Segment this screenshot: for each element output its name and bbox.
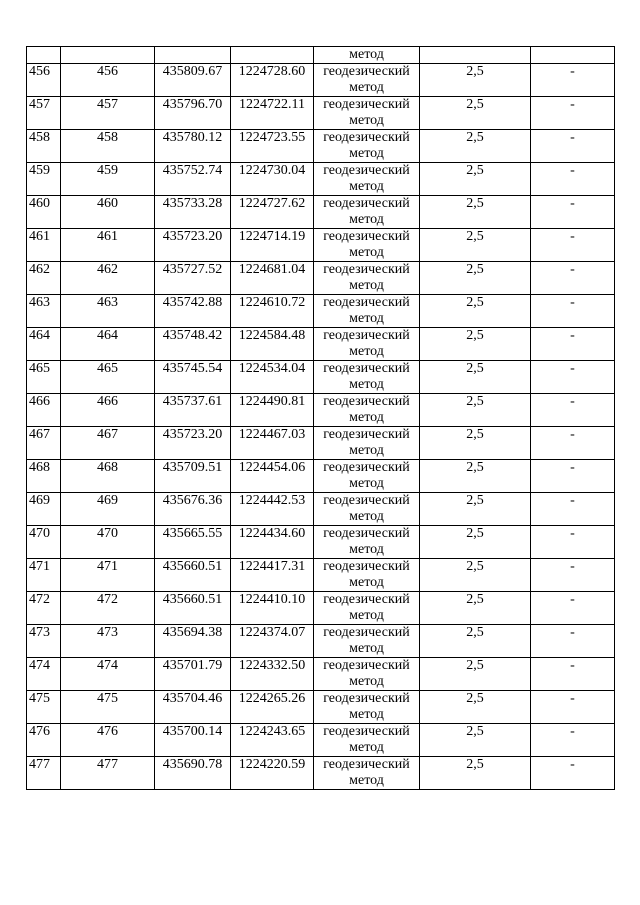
cell-method (314, 757, 420, 790)
cell-note: - (531, 724, 615, 757)
cell-x: 435701.79 (155, 658, 231, 691)
cell-method (314, 658, 420, 691)
method-line1: геодезический (323, 229, 410, 244)
method-line2: метод (349, 278, 384, 293)
cell-accuracy: 2,5 (420, 526, 531, 559)
cell-note: - (531, 262, 615, 295)
cell-y: 1224265.26 (231, 691, 314, 724)
cell-point: 462 (61, 262, 155, 295)
cell-accuracy: 2,5 (420, 460, 531, 493)
table-row (27, 229, 615, 262)
cell-method (314, 97, 420, 130)
method-line1: геодезический (323, 196, 410, 211)
cell-x: 435752.74 (155, 163, 231, 196)
method-line2: метод (349, 707, 384, 722)
method-line1: геодезический (323, 262, 410, 277)
method-line1: геодезический (323, 328, 410, 343)
cell-method (314, 130, 420, 163)
method-line2: метод (349, 575, 384, 590)
cell-method (314, 328, 420, 361)
cell-note: - (531, 196, 615, 229)
table-body (27, 47, 615, 790)
cell-point: 475 (61, 691, 155, 724)
cell-note: - (531, 526, 615, 559)
method-line2: метод (349, 443, 384, 458)
cell-method (314, 295, 420, 328)
cell-method (314, 229, 420, 262)
cell-x: 435660.51 (155, 559, 231, 592)
cell-point: 463 (61, 295, 155, 328)
cell-x: 435780.12 (155, 130, 231, 163)
cell-y: 1224534.04 (231, 361, 314, 394)
cell-note: - (531, 394, 615, 427)
cell-point (61, 47, 155, 64)
cell-y: 1224417.31 (231, 559, 314, 592)
cell-y: 1224220.59 (231, 757, 314, 790)
cell-x: 435723.20 (155, 427, 231, 460)
cell-point: 471 (61, 559, 155, 592)
method-line1: геодезический (323, 526, 410, 541)
cell-method (314, 724, 420, 757)
cell-y: 1224332.50 (231, 658, 314, 691)
cell-y: 1224584.48 (231, 328, 314, 361)
table-row (27, 97, 615, 130)
cell-note: - (531, 658, 615, 691)
cell-no: 461 (27, 229, 61, 262)
method-line1: геодезический (323, 361, 410, 376)
table-row (27, 196, 615, 229)
table-row (27, 724, 615, 757)
cell-note: - (531, 493, 615, 526)
continued-row (27, 47, 615, 64)
cell-no: 474 (27, 658, 61, 691)
cell-method (314, 394, 420, 427)
cell-x: 435700.14 (155, 724, 231, 757)
cell-note (531, 47, 615, 64)
cell-note: - (531, 97, 615, 130)
table-row (27, 262, 615, 295)
cell-y: 1224681.04 (231, 262, 314, 295)
cell-no: 471 (27, 559, 61, 592)
table-row (27, 592, 615, 625)
method-line1: геодезический (323, 427, 410, 442)
cell-y: 1224722.11 (231, 97, 314, 130)
cell-y: 1224434.60 (231, 526, 314, 559)
cell-method (314, 163, 420, 196)
cell-no: 477 (27, 757, 61, 790)
cell-no: 472 (27, 592, 61, 625)
cell-point: 469 (61, 493, 155, 526)
method-line1: геодезический (323, 460, 410, 475)
cell-point: 456 (61, 64, 155, 97)
cell-y: 1224490.81 (231, 394, 314, 427)
cell-point: 466 (61, 394, 155, 427)
cell-point: 472 (61, 592, 155, 625)
cell-x: 435727.52 (155, 262, 231, 295)
cell-accuracy: 2,5 (420, 394, 531, 427)
cell-point: 477 (61, 757, 155, 790)
cell-point: 464 (61, 328, 155, 361)
cell-point: 473 (61, 625, 155, 658)
cell-note: - (531, 295, 615, 328)
method-line1: геодезический (323, 724, 410, 739)
method-line1: геодезический (323, 691, 410, 706)
method-line2: метод (349, 113, 384, 128)
cell-note: - (531, 460, 615, 493)
cell-method (314, 361, 420, 394)
cell-method (314, 47, 420, 64)
cell-no (27, 47, 61, 64)
cell-y: 1224723.55 (231, 130, 314, 163)
coordinates-table (26, 46, 615, 790)
cell-x: 435704.46 (155, 691, 231, 724)
cell-accuracy: 2,5 (420, 196, 531, 229)
cell-x: 435690.78 (155, 757, 231, 790)
cell-method (314, 196, 420, 229)
cell-point: 459 (61, 163, 155, 196)
cell-method (314, 64, 420, 97)
cell-no: 463 (27, 295, 61, 328)
method-line2: метод (349, 80, 384, 95)
table-row (27, 460, 615, 493)
method-line2: метод (349, 179, 384, 194)
method-line1: геодезический (323, 130, 410, 145)
cell-method (314, 592, 420, 625)
table-row (27, 130, 615, 163)
cell-x: 435665.55 (155, 526, 231, 559)
cell-point: 474 (61, 658, 155, 691)
cell-no: 460 (27, 196, 61, 229)
table-row (27, 658, 615, 691)
method-line2: метод (349, 608, 384, 623)
cell-accuracy: 2,5 (420, 757, 531, 790)
cell-y: 1224714.19 (231, 229, 314, 262)
table-row (27, 328, 615, 361)
method-line2: метод (349, 344, 384, 359)
cell-method (314, 460, 420, 493)
cell-no: 456 (27, 64, 61, 97)
cell-y: 1224728.60 (231, 64, 314, 97)
method-line2: метод (349, 641, 384, 656)
method-line2: метод (349, 245, 384, 260)
cell-note: - (531, 757, 615, 790)
cell-x: 435737.61 (155, 394, 231, 427)
cell-y: 1224730.04 (231, 163, 314, 196)
table-row (27, 757, 615, 790)
cell-accuracy: 2,5 (420, 691, 531, 724)
cell-no: 476 (27, 724, 61, 757)
cell-point: 460 (61, 196, 155, 229)
table-row (27, 559, 615, 592)
table-row (27, 493, 615, 526)
table-row (27, 163, 615, 196)
cell-note: - (531, 592, 615, 625)
cell-note: - (531, 64, 615, 97)
cell-note: - (531, 691, 615, 724)
cell-method (314, 493, 420, 526)
cell-accuracy: 2,5 (420, 493, 531, 526)
cell-point: 467 (61, 427, 155, 460)
cell-accuracy: 2,5 (420, 229, 531, 262)
method-line2: метод (349, 740, 384, 755)
cell-accuracy: 2,5 (420, 262, 531, 295)
cell-no: 469 (27, 493, 61, 526)
cell-method (314, 427, 420, 460)
method-line1: геодезический (323, 592, 410, 607)
method-line1: геодезический (323, 559, 410, 574)
method-line1: геодезический (323, 64, 410, 79)
cell-point: 468 (61, 460, 155, 493)
cell-accuracy (420, 47, 531, 64)
cell-x: 435709.51 (155, 460, 231, 493)
table-row (27, 295, 615, 328)
cell-no: 467 (27, 427, 61, 460)
cell-no: 470 (27, 526, 61, 559)
method-line1: геодезический (323, 658, 410, 673)
method-line2: метод (349, 509, 384, 524)
method-line2: метод (349, 674, 384, 689)
cell-x: 435809.67 (155, 64, 231, 97)
cell-accuracy: 2,5 (420, 328, 531, 361)
cell-no: 475 (27, 691, 61, 724)
cell-x: 435723.20 (155, 229, 231, 262)
cell-no: 458 (27, 130, 61, 163)
cell-x: 435742.88 (155, 295, 231, 328)
cell-method (314, 262, 420, 295)
cell-accuracy: 2,5 (420, 427, 531, 460)
table-row (27, 625, 615, 658)
cell-point: 458 (61, 130, 155, 163)
method-line1: геодезический (323, 493, 410, 508)
cell-accuracy: 2,5 (420, 97, 531, 130)
cell-y: 1224410.10 (231, 592, 314, 625)
cell-accuracy: 2,5 (420, 625, 531, 658)
cell-y: 1224610.72 (231, 295, 314, 328)
cell-y: 1224727.62 (231, 196, 314, 229)
table-row (27, 427, 615, 460)
table-row (27, 394, 615, 427)
cell-accuracy: 2,5 (420, 130, 531, 163)
cell-x: 435745.54 (155, 361, 231, 394)
method-line2: метод (349, 212, 384, 227)
cell-x: 435676.36 (155, 493, 231, 526)
cell-note: - (531, 361, 615, 394)
cell-method (314, 625, 420, 658)
cell-no: 462 (27, 262, 61, 295)
method-line2: метод (349, 377, 384, 392)
method-line1: геодезический (323, 163, 410, 178)
cell-no: 457 (27, 97, 61, 130)
table-row (27, 64, 615, 97)
cell-note: - (531, 229, 615, 262)
cell-no: 465 (27, 361, 61, 394)
method-line1: геодезический (323, 394, 410, 409)
cell-x: 435796.70 (155, 97, 231, 130)
cell-y: 1224374.07 (231, 625, 314, 658)
cell-note: - (531, 328, 615, 361)
cell-point: 476 (61, 724, 155, 757)
cell-accuracy: 2,5 (420, 658, 531, 691)
cell-point: 457 (61, 97, 155, 130)
cell-note: - (531, 163, 615, 196)
cell-accuracy: 2,5 (420, 163, 531, 196)
method-line2: метод (349, 311, 384, 326)
cell-x: 435660.51 (155, 592, 231, 625)
cell-note: - (531, 559, 615, 592)
method-line1: геодезический (323, 97, 410, 112)
cell-x (155, 47, 231, 64)
method-line2: метод (349, 773, 384, 788)
cell-point: 470 (61, 526, 155, 559)
method-line2: метод (349, 47, 384, 62)
cell-no: 473 (27, 625, 61, 658)
cell-x: 435733.28 (155, 196, 231, 229)
table-row (27, 361, 615, 394)
cell-accuracy: 2,5 (420, 295, 531, 328)
cell-no: 466 (27, 394, 61, 427)
cell-point: 465 (61, 361, 155, 394)
method-line2: метод (349, 542, 384, 557)
cell-no: 468 (27, 460, 61, 493)
cell-note: - (531, 625, 615, 658)
cell-y: 1224454.06 (231, 460, 314, 493)
cell-y (231, 47, 314, 64)
method-line1: геодезический (323, 625, 410, 640)
cell-method (314, 691, 420, 724)
table-row (27, 691, 615, 724)
method-line1: геодезический (323, 295, 410, 310)
cell-x: 435694.38 (155, 625, 231, 658)
cell-y: 1224243.65 (231, 724, 314, 757)
cell-note: - (531, 427, 615, 460)
cell-accuracy: 2,5 (420, 559, 531, 592)
cell-accuracy: 2,5 (420, 724, 531, 757)
cell-method (314, 559, 420, 592)
cell-note: - (531, 130, 615, 163)
method-line2: метод (349, 476, 384, 491)
table-row (27, 526, 615, 559)
method-line2: метод (349, 410, 384, 425)
cell-x: 435748.42 (155, 328, 231, 361)
cell-no: 464 (27, 328, 61, 361)
cell-accuracy: 2,5 (420, 361, 531, 394)
cell-accuracy: 2,5 (420, 64, 531, 97)
cell-y: 1224442.53 (231, 493, 314, 526)
method-line2: метод (349, 146, 384, 161)
cell-accuracy: 2,5 (420, 592, 531, 625)
method-line1: геодезический (323, 757, 410, 772)
cell-no: 459 (27, 163, 61, 196)
cell-method (314, 526, 420, 559)
cell-point: 461 (61, 229, 155, 262)
cell-y: 1224467.03 (231, 427, 314, 460)
